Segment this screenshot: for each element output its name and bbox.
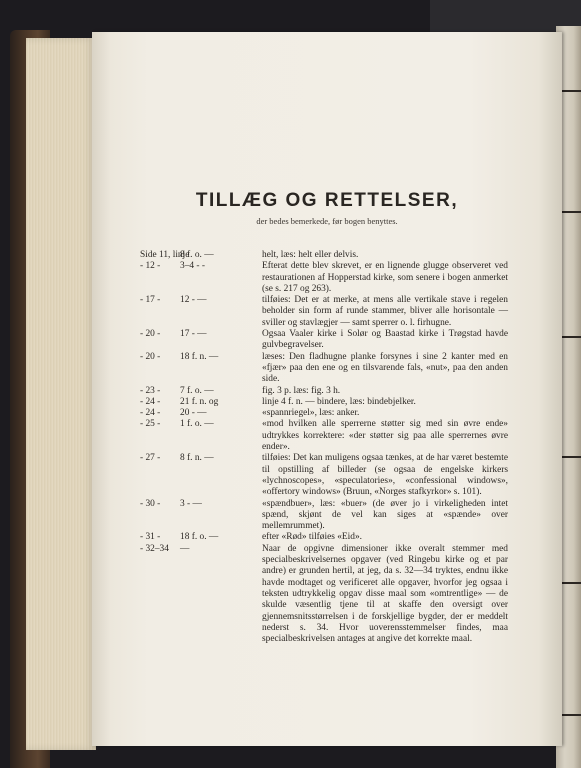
page-subtitle: der bedes bemerkede, før bogen benyttes. [256, 216, 398, 226]
errata-entry [140, 386, 508, 397]
entry-reference [140, 261, 240, 272]
entry-reference [140, 250, 240, 261]
entry-text: fig. 3 p. læs: fig. 3 h. [262, 385, 341, 396]
entry-line: — [180, 543, 190, 554]
errata-entry [140, 261, 508, 295]
entry-page: - 20 - [140, 329, 161, 340]
entry-line: 20 - — [180, 408, 207, 419]
entry-line: 3 - — [180, 498, 202, 509]
errata-entry [140, 329, 508, 352]
entry-reference [140, 544, 240, 555]
errata-entry [140, 352, 508, 386]
entry-page: - 20 - [140, 351, 161, 362]
errata-entry [140, 397, 508, 408]
entry-line: 17 - — [180, 329, 207, 340]
entry-page: - 30 - [140, 498, 161, 509]
errata-list [140, 250, 508, 645]
entry-line: 8 f. n. — [180, 453, 214, 464]
entry-text: «spannriegel», læs: anker. [262, 408, 360, 419]
entry-line: 1 f. o. — [180, 419, 214, 430]
entry-reference [140, 386, 240, 397]
entry-reference [140, 352, 240, 363]
entry-line: 8 f. o. — [180, 250, 214, 260]
page-edges [26, 38, 96, 750]
errata-entry [140, 499, 508, 533]
entry-page: - 32–34 [140, 543, 169, 554]
entry-reference [140, 397, 240, 408]
entry-text: «mod hvilken alle sperrerne støtter sig med sin øvre ende» udtrykkes korrektere: «der støtter sig paa alle sperrernes øvre ender». [262, 419, 508, 453]
entry-page: - 17 - [140, 295, 161, 306]
entry-text: efter «Rød» tilføies «Eid». [262, 532, 362, 543]
errata-entry [140, 544, 508, 646]
entry-page: - 27 - [140, 453, 161, 464]
entry-text: helt, læs: helt eller delvis. [262, 250, 359, 260]
page-title: TILLÆG OG RETTELSER, [195, 190, 459, 211]
entry-page: - 12 - [140, 261, 161, 272]
entry-line: 18 f. n. — [180, 351, 219, 362]
entry-page: - 23 - [140, 385, 161, 396]
entry-text: læses: Den fladhugne planke forsynes i sine 2 kanter med en «fjær» paa den ene og en tilsvarende fals, «nut», paa den anden side. [262, 351, 508, 385]
entry-reference [140, 329, 240, 340]
entry-text: linje 4 f. n. — bindere, læs: bindebjelker. [262, 396, 416, 407]
entry-text: «spændbuer», læs: «buer» (de øver jo i virkeligheden intet spænd, skjønt de vel kan siges at «spænde» over mellemrummet). [262, 498, 508, 532]
entry-page: - 31 - [140, 532, 161, 543]
errata-entry [140, 419, 508, 453]
entry-reference [140, 295, 240, 306]
entry-text: tilføies: Det er at merke, at mens alle vertikale stave i regelen beholder sin form af runde stammer, bliver alle horisontale — sviller og stavlægjer — samt sperrer o. l. firhugne. [262, 295, 508, 328]
errata-entry [140, 408, 508, 419]
entry-page: Side 11, linje [140, 250, 190, 260]
errata-entry [140, 453, 508, 498]
entry-text: Ogsaa Vaaler kirke i Solør og Baastad kirke i Trøgstad havde gulvbegravelser. [262, 329, 508, 351]
errata-entry [140, 250, 508, 261]
entry-reference [140, 419, 240, 430]
entry-page: - 25 - [140, 419, 161, 430]
entry-line: 21 f. n. og [180, 396, 219, 407]
entry-reference [140, 453, 240, 464]
entry-line: 18 f. o. — [180, 532, 219, 543]
entry-reference [140, 408, 240, 419]
entry-text: tilføies: Det kan muligens ogsaa tænkes, at de har været bestemte til opstilling af billeder (se ogsaa de engelske kirkers «lychnoscopes», «speculatories», «confessional windows», «offertory windows» (Bruun, «Norges stafkyrkor» s. 101). [262, 453, 508, 498]
entry-reference [140, 499, 240, 510]
entry-line: 3–4 - - [180, 261, 205, 272]
errata-entry [140, 532, 508, 543]
entry-page: - 24 - [140, 408, 161, 419]
entry-reference [140, 532, 240, 543]
entry-line: 7 f. o. — [180, 385, 214, 396]
entry-text: Efterat dette blev skrevet, er en lignende glugge observeret ved restaurationen af Hopperstad kirke, som senere i bogen anmerket (se s. 217 og 263). [262, 261, 508, 294]
errata-entry [140, 295, 508, 329]
entry-page: - 24 - [140, 396, 161, 407]
entry-text: Naar de opgivne dimensioner ikke overalt stemmer med specialbeskrivelsernes opgaver (ved Ringebu kirke og et par andre) er grunden hertil, at jeg, da s. 32—34 tryktes, endnu ikke havde modtaget og verificeret alle opgaver, hvorfor jeg ogsaa i teksten udtrykkelig opgav disse maal som «omtrentlige» — de skulde væsentlig tjene til at skaffe den oversigt over gjennemsnitsstørrelsen i de forskjellige bygder, der er meddelt nederst s. 34. Hvor uoverensstemmelser findes, maa specialbeskrivelsen antages at angive det korrekte maal. [262, 543, 508, 645]
entry-line: 12 - — [180, 295, 207, 306]
